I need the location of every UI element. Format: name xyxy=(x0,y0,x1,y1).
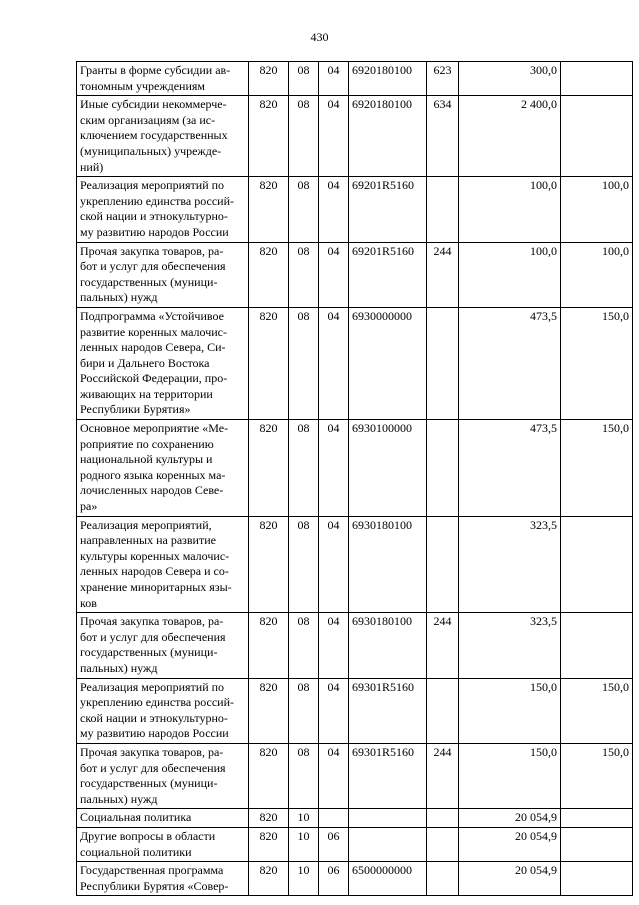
cell-sum-2: 150,0 xyxy=(561,743,633,808)
cell-csr xyxy=(349,809,427,828)
cell-rz: 08 xyxy=(289,516,319,613)
cell-pr: 04 xyxy=(319,516,349,613)
cell-sum-2 xyxy=(561,516,633,613)
cell-vr xyxy=(427,516,459,613)
cell-sum-1: 150,0 xyxy=(459,678,561,743)
cell-csr: 69201R5160 xyxy=(349,177,427,242)
cell-vr xyxy=(427,177,459,242)
cell-rz: 08 xyxy=(289,678,319,743)
cell-sum-2 xyxy=(561,809,633,828)
cell-ved: 820 xyxy=(249,307,289,419)
cell-name: Прочая закупка товаров, ра- бот и услуг для обеспечения государственных (муници- пальных) нужд xyxy=(77,613,249,678)
cell-pr: 04 xyxy=(319,177,349,242)
cell-ved: 820 xyxy=(249,177,289,242)
cell-name: Другие вопросы в области социальной политики xyxy=(77,827,249,861)
cell-ved: 820 xyxy=(249,827,289,861)
cell-name: Реализация мероприятий по укреплению единства россий- ской нации и этнокультурно- му развитию народов России xyxy=(77,678,249,743)
cell-pr: 06 xyxy=(319,827,349,861)
cell-pr xyxy=(319,809,349,828)
cell-name: Реализация мероприятий по укреплению единства россий- ской нации и этнокультурно- му развитию народов России xyxy=(77,177,249,242)
cell-rz: 08 xyxy=(289,96,319,177)
cell-rz: 08 xyxy=(289,613,319,678)
table-row xyxy=(77,516,633,613)
cell-rz: 08 xyxy=(289,62,319,96)
cell-sum-2 xyxy=(561,827,633,861)
cell-pr: 04 xyxy=(319,678,349,743)
cell-ved: 820 xyxy=(249,516,289,613)
cell-csr: 69301R5160 xyxy=(349,743,427,808)
cell-sum-1: 2 400,0 xyxy=(459,96,561,177)
cell-vr xyxy=(427,827,459,861)
cell-name: Прочая закупка товаров, ра- бот и услуг для обеспечения государственных (муници- пальных) нужд xyxy=(77,242,249,307)
cell-sum-2 xyxy=(561,96,633,177)
cell-sum-1: 323,5 xyxy=(459,516,561,613)
cell-ved: 820 xyxy=(249,62,289,96)
cell-ved: 820 xyxy=(249,242,289,307)
table-row xyxy=(77,678,633,743)
cell-sum-2: 100,0 xyxy=(561,177,633,242)
table-row xyxy=(77,177,633,242)
cell-vr xyxy=(427,678,459,743)
cell-vr xyxy=(427,862,459,896)
table-row xyxy=(77,242,633,307)
cell-sum-1: 150,0 xyxy=(459,743,561,808)
cell-vr: 623 xyxy=(427,62,459,96)
cell-ved: 820 xyxy=(249,862,289,896)
cell-name: Государственная программа Республики Бурятия «Совер- xyxy=(77,862,249,896)
table-row xyxy=(77,62,633,96)
cell-csr: 6930180100 xyxy=(349,516,427,613)
table-row xyxy=(77,420,633,517)
cell-sum-2: 150,0 xyxy=(561,307,633,419)
cell-name: Реализация мероприятий, направленных на развитие культуры коренных малочис- ленных народов Севера и со- хранение миноритарных язы- ков xyxy=(77,516,249,613)
cell-sum-2: 150,0 xyxy=(561,420,633,517)
table-row xyxy=(77,809,633,828)
cell-name: Гранты в форме субсидии ав- тономным учреждениям xyxy=(77,62,249,96)
cell-sum-1: 100,0 xyxy=(459,177,561,242)
cell-csr: 69201R5160 xyxy=(349,242,427,307)
cell-vr xyxy=(427,420,459,517)
cell-pr: 04 xyxy=(319,307,349,419)
cell-rz: 08 xyxy=(289,420,319,517)
cell-pr: 04 xyxy=(319,613,349,678)
cell-name: Иные субсидии некоммерче- ским организациям (за ис- ключением государственных (муниципальных) учрежде- ний) xyxy=(77,96,249,177)
cell-pr: 04 xyxy=(319,62,349,96)
cell-vr: 244 xyxy=(427,743,459,808)
cell-csr: 6930100000 xyxy=(349,420,427,517)
cell-sum-1: 473,5 xyxy=(459,420,561,517)
cell-sum-1: 300,0 xyxy=(459,62,561,96)
cell-vr: 244 xyxy=(427,613,459,678)
cell-sum-2 xyxy=(561,62,633,96)
cell-csr: 6920180100 xyxy=(349,96,427,177)
cell-name: Основное мероприятие «Ме- роприятие по сохранению национальной культуры и родного языка коренных ма- лочисленных народов Севе- ра» xyxy=(77,420,249,517)
cell-rz: 10 xyxy=(289,809,319,828)
table-row xyxy=(77,96,633,177)
cell-sum-1: 20 054,9 xyxy=(459,827,561,861)
cell-ved: 820 xyxy=(249,96,289,177)
cell-ved: 820 xyxy=(249,743,289,808)
budget-table xyxy=(76,61,633,896)
cell-pr: 04 xyxy=(319,743,349,808)
cell-rz: 10 xyxy=(289,862,319,896)
cell-rz: 10 xyxy=(289,827,319,861)
cell-sum-1: 20 054,9 xyxy=(459,809,561,828)
cell-sum-2 xyxy=(561,862,633,896)
cell-csr: 6930180100 xyxy=(349,613,427,678)
table-row xyxy=(77,827,633,861)
cell-csr: 6500000000 xyxy=(349,862,427,896)
cell-pr: 04 xyxy=(319,242,349,307)
page-number: 430 xyxy=(310,30,329,44)
cell-ved: 820 xyxy=(249,613,289,678)
table-row xyxy=(77,862,633,896)
cell-name: Социальная политика xyxy=(77,809,249,828)
cell-pr: 06 xyxy=(319,862,349,896)
cell-vr: 244 xyxy=(427,242,459,307)
cell-vr xyxy=(427,809,459,828)
cell-sum-2: 150,0 xyxy=(561,678,633,743)
cell-name: Подпрограмма «Устойчивое развитие коренных малочис- ленных народов Севера, Си- бири и Дальнего Востока Российской Федерации, про- живающих на территории Республики Бурятия» xyxy=(77,307,249,419)
cell-sum-1: 100,0 xyxy=(459,242,561,307)
cell-pr: 04 xyxy=(319,96,349,177)
cell-rz: 08 xyxy=(289,307,319,419)
cell-csr xyxy=(349,827,427,861)
table-row xyxy=(77,307,633,419)
cell-csr: 6920180100 xyxy=(349,62,427,96)
cell-vr xyxy=(427,307,459,419)
cell-sum-1: 20 054,9 xyxy=(459,862,561,896)
cell-sum-2: 100,0 xyxy=(561,242,633,307)
cell-csr: 6930000000 xyxy=(349,307,427,419)
cell-sum-2 xyxy=(561,613,633,678)
cell-ved: 820 xyxy=(249,809,289,828)
cell-pr: 04 xyxy=(319,420,349,517)
table-row xyxy=(77,743,633,808)
cell-rz: 08 xyxy=(289,242,319,307)
cell-rz: 08 xyxy=(289,743,319,808)
cell-rz: 08 xyxy=(289,177,319,242)
table-row xyxy=(77,613,633,678)
cell-ved: 820 xyxy=(249,678,289,743)
budget-table-body xyxy=(77,62,633,896)
cell-vr: 634 xyxy=(427,96,459,177)
cell-name: Прочая закупка товаров, ра- бот и услуг для обеспечения государственных (муници- пальных) нужд xyxy=(77,743,249,808)
cell-sum-1: 473,5 xyxy=(459,307,561,419)
cell-sum-1: 323,5 xyxy=(459,613,561,678)
cell-csr: 69301R5160 xyxy=(349,678,427,743)
cell-ved: 820 xyxy=(249,420,289,517)
